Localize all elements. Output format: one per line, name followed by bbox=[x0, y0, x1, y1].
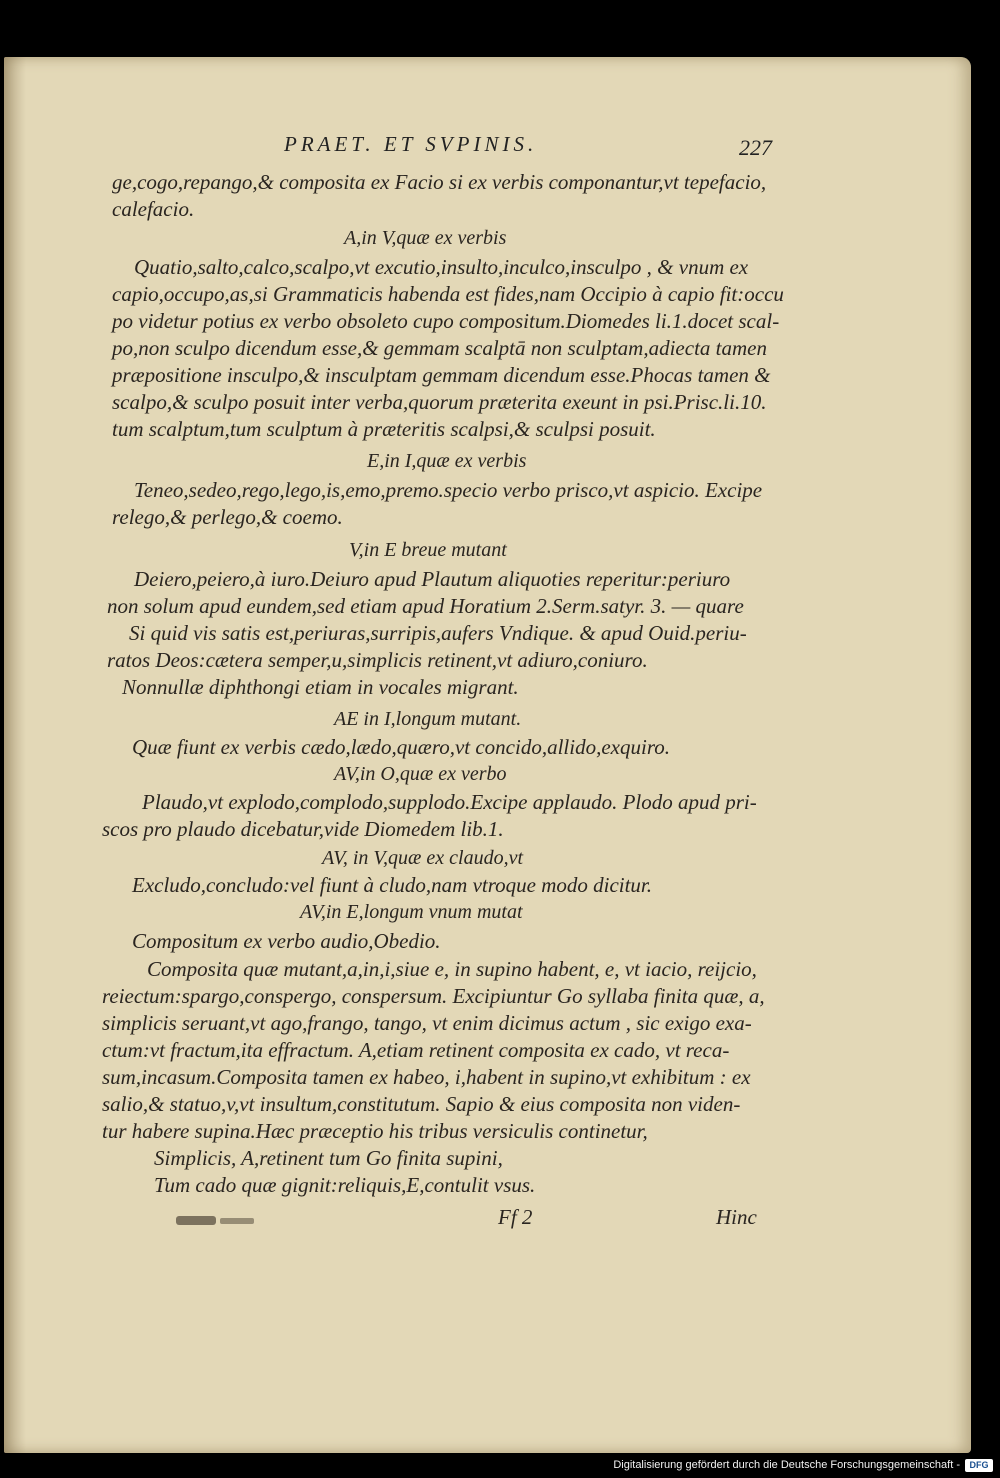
text-line: salio,& statuo,v,vt insultum,constitutum. Sapio & eius composita non viden- bbox=[102, 1092, 741, 1116]
text-line: po videtur potius ex verbo obsoleto cupo compositum.Diomedes li.1.docet scal- bbox=[112, 309, 780, 333]
text-line: Teneo,sedeo,rego,lego,is,emo,premo.specio verbo prisco,vt aspicio. Excipe bbox=[134, 478, 763, 502]
text-line: tum scalptum,tum sculptum à præteritis scalpsi,& sculpsi posuit. bbox=[112, 417, 656, 441]
catchword: Hinc bbox=[716, 1205, 757, 1229]
library-stamp bbox=[176, 1212, 258, 1228]
digitization-credit: Digitalisierung gefördert durch die Deutsche Forschungsgemeinschaft - bbox=[613, 1459, 960, 1471]
page-number: 227 bbox=[739, 135, 772, 160]
text-line: Compositum ex verbo audio,Obedio. bbox=[132, 929, 441, 953]
text-line: capio,occupo,as,si Grammaticis habenda est fides,nam Occipio à capio fit:occu bbox=[112, 282, 784, 306]
text-line: ctum:vt fractum,ita effractum. A,etiam retinent composita ex cado, vt reca- bbox=[102, 1038, 730, 1062]
text-line: Nonnullæ diphthongi etiam in vocales migrant. bbox=[122, 675, 519, 699]
section-heading: V,in E breue mutant bbox=[349, 539, 507, 561]
text-line: Si quid vis satis est,periuras,surripis,aufers Vndique. & apud Ouid.periu- bbox=[129, 621, 747, 645]
text-line: Quatio,salto,calco,scalpo,vt excutio,insulto,inculco,insculpo , & vnum ex bbox=[134, 255, 749, 279]
text-line: Plaudo,vt explodo,complodo,supplodo.Excipe applaudo. Plodo apud pri- bbox=[142, 790, 757, 814]
running-head: PRAET. ET SVPINIS. bbox=[284, 132, 538, 156]
section-heading: E,in I,quæ ex verbis bbox=[367, 450, 527, 472]
text-line: Quæ fiunt ex verbis cædo,lædo,quæro,vt concido,allido,exquiro. bbox=[132, 735, 670, 759]
section-heading: A,in V,quæ ex verbis bbox=[344, 227, 507, 249]
text-line: ge,cogo,repango,& composita ex Facio si ex verbis componantur,vt tepefacio, bbox=[112, 170, 767, 194]
text-line: reiectum:spargo,conspergo, conspersum. Excipiuntur Go syllaba finita quæ, a, bbox=[102, 984, 765, 1008]
verse-line: Tum cado quæ gignit:reliquis,E,contulit vsus. bbox=[154, 1173, 536, 1197]
signature-mark: Ff 2 bbox=[498, 1205, 533, 1229]
text-line: præpositione insculpo,& insculptam gemmam dicendum esse.Phocas tamen & bbox=[112, 363, 771, 387]
section-heading: AV,in E,longum vnum mutat bbox=[300, 901, 523, 923]
text-line: Deiero,peiero,à iuro.Deiuro apud Plautum aliquoties reperitur:periuro bbox=[134, 567, 731, 591]
section-heading: AV, in V,quæ ex claudo,vt bbox=[322, 847, 524, 869]
text-line: calefacio. bbox=[112, 197, 195, 221]
text-line: Excludo,concludo:vel fiunt à cludo,nam vtroque modo dicitur. bbox=[132, 873, 653, 897]
text-line: ratos Deos:cætera semper,u,simplicis retinent,vt adiuro,coniuro. bbox=[107, 648, 648, 672]
verse-line: Simplicis, A,retinent tum Go finita supini, bbox=[154, 1146, 503, 1170]
text-line: scos pro plaudo dicebatur,vide Diomedem lib.1. bbox=[102, 817, 504, 841]
text-line: non solum apud eundem,sed etiam apud Horatium 2.Serm.satyr. 3. — quare bbox=[107, 594, 744, 618]
text-line: po,non sculpo dicendum esse,& gemmam scalptā non sculptam,adiecta tamen bbox=[112, 336, 767, 360]
book-page bbox=[4, 57, 971, 1453]
text-line: Composita quæ mutant,a,in,i,siue e, in supino habent, e, vt iacio, reijcio, bbox=[147, 957, 757, 981]
text-line: scalpo,& sculpo posuit inter verba,quorum præterita exeunt in psi.Prisc.li.10. bbox=[112, 390, 767, 414]
text-line: simplicis seruant,vt ago,frango, tango, vt enim dicimus actum , sic exigo exa- bbox=[102, 1011, 752, 1035]
text-line: tur habere supina.Hæc præceptio his tribus versiculis continetur, bbox=[102, 1119, 648, 1143]
dfg-logo: DFG bbox=[965, 1459, 993, 1472]
section-heading: AV,in O,quæ ex verbo bbox=[334, 763, 507, 785]
section-heading: AE in I,longum mutant. bbox=[334, 708, 522, 730]
text-line: sum,incasum.Composita tamen ex habeo, i,habent in supino,vt exhibitum : ex bbox=[102, 1065, 751, 1089]
text-line: relego,& perlego,& coemo. bbox=[112, 505, 343, 529]
